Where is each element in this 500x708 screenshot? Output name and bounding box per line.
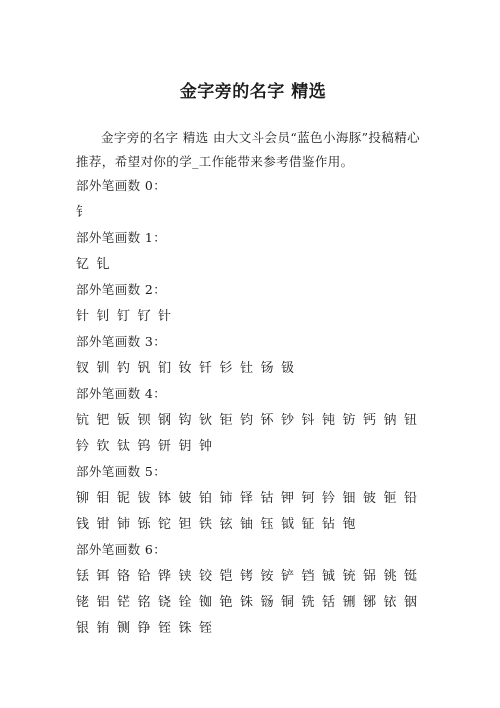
character-item: 钡 xyxy=(137,413,151,428)
character-item: 钐 xyxy=(219,361,233,376)
character-item: 铀 xyxy=(240,517,254,532)
character-item: 铘 xyxy=(363,595,377,610)
character-item: 钙 xyxy=(363,413,377,428)
character-item: 铕 xyxy=(96,621,110,636)
character-item: 钎 xyxy=(199,361,213,376)
character-item: 钺 xyxy=(281,517,295,532)
character-item: 钴 xyxy=(260,491,274,506)
character-item: 铤 xyxy=(404,569,418,584)
character-item: 铏 xyxy=(342,595,356,610)
character-item: 钍 xyxy=(240,361,254,376)
character-item: 铌 xyxy=(117,491,131,506)
character-item: 铵 xyxy=(260,569,274,584)
character-item: 铞 xyxy=(363,569,377,584)
character-item: 钲 xyxy=(301,517,315,532)
character-item: 钞 xyxy=(281,413,295,428)
intro-paragraph: 金字旁的名字 精选 由大文斗会员“蓝色小海豚”投稿精心推荐，希望对你的学_工作能带来参考借鉴作用。 xyxy=(76,130,421,169)
character-item: 铰 xyxy=(199,569,213,584)
character-item: 钾 xyxy=(281,491,295,506)
character-item: 钗 xyxy=(76,361,90,376)
character-item: 钔 xyxy=(158,361,172,376)
character-item: 铐 xyxy=(240,569,254,584)
character-item: 铆 xyxy=(76,491,90,506)
character-list xyxy=(76,486,430,538)
character-item: 钤 xyxy=(76,439,90,454)
section-label: 部外笔画数 4： xyxy=(76,386,167,401)
character-item: 铷 xyxy=(199,595,213,610)
character-item: 钒 xyxy=(137,361,151,376)
character-item: 铱 xyxy=(383,595,397,610)
section-label: 部外笔画数 5： xyxy=(76,464,167,479)
character-item: 钧 xyxy=(240,413,254,428)
character-item: 钻 xyxy=(322,517,336,532)
character-item: 铈 xyxy=(219,491,233,506)
character-item: 钅 xyxy=(76,205,90,220)
character-item: 铭 xyxy=(137,595,151,610)
character-item: 钹 xyxy=(137,491,151,506)
character-item: 钩 xyxy=(178,413,192,428)
character-item: 铧 xyxy=(158,569,172,584)
character-item: 钢 xyxy=(158,413,172,428)
section-label: 部外笔画数 2： xyxy=(76,282,167,297)
character-item: 银 xyxy=(76,621,90,636)
character-item: 钰 xyxy=(260,517,274,532)
character-item: 铫 xyxy=(383,569,397,584)
character-item: 钉 xyxy=(117,309,131,324)
character-item: 钶 xyxy=(301,491,315,506)
character-item: 钑 xyxy=(281,361,295,376)
character-item: 钯 xyxy=(96,413,110,428)
character-item: 钭 xyxy=(301,413,315,428)
section-label: 部外笔画数 3： xyxy=(76,334,167,349)
character-item: 铊 xyxy=(158,517,172,532)
character-item: 针 xyxy=(76,309,90,324)
character-list xyxy=(76,304,430,330)
character-item: 铬 xyxy=(117,569,131,584)
character-list xyxy=(76,356,430,382)
character-item: 铨 xyxy=(178,595,192,610)
character-item: 铗 xyxy=(178,569,192,584)
character-list xyxy=(76,564,430,642)
character-item: 铥 xyxy=(76,569,90,584)
character-item: 钬 xyxy=(199,413,213,428)
section-label: 部外笔画数 0： xyxy=(76,178,167,193)
character-item: 钜 xyxy=(219,413,233,428)
character-item: 铦 xyxy=(322,595,336,610)
character-item: 钇 xyxy=(76,257,90,272)
character-item: 铲 xyxy=(281,569,295,584)
character-item: 铢 xyxy=(240,595,254,610)
character-item: 钵 xyxy=(158,491,172,506)
character-list xyxy=(76,200,430,226)
character-item: 铄 xyxy=(137,517,151,532)
stroke-sections xyxy=(76,174,430,642)
character-item: 钣 xyxy=(117,413,131,428)
character-item: 钆 xyxy=(96,257,110,272)
character-item: 钮 xyxy=(404,413,418,428)
character-item: 铍 xyxy=(178,491,192,506)
character-item: 钿 xyxy=(342,491,356,506)
character-item: 钓 xyxy=(117,361,131,376)
character-item: 钊 xyxy=(96,309,110,324)
character-item: 铙 xyxy=(158,595,172,610)
character-item: 钦 xyxy=(96,439,110,454)
character-list xyxy=(76,408,430,460)
character-item: 铚 xyxy=(199,621,213,636)
character-item: 铛 xyxy=(301,569,315,584)
character-item: 铓 xyxy=(117,595,131,610)
character-item: 铎 xyxy=(240,491,254,506)
character-item: 铖 xyxy=(322,569,336,584)
character-item: 钫 xyxy=(342,413,356,428)
character-item: 铇 xyxy=(342,517,356,532)
character-item: 钘 xyxy=(158,439,172,454)
character-item: 钨 xyxy=(137,439,151,454)
character-item: 铡 xyxy=(117,621,131,636)
character-item: 铠 xyxy=(219,569,233,584)
character-item: 铴 xyxy=(260,595,274,610)
character-item: 铚 xyxy=(158,621,172,636)
character-item: 针 xyxy=(158,309,172,324)
character-item: 铂 xyxy=(199,491,213,506)
character-item: 铟 xyxy=(404,595,418,610)
character-item: 钛 xyxy=(117,439,131,454)
character-item: 钏 xyxy=(96,361,110,376)
document-title: 金字旁的名字 精选 xyxy=(179,82,327,102)
character-list xyxy=(76,252,430,278)
character-item: 钌 xyxy=(137,309,151,324)
character-item: 钕 xyxy=(178,361,192,376)
character-item: 铳 xyxy=(342,569,356,584)
character-item: 钥 xyxy=(178,439,192,454)
character-item: 铒 xyxy=(96,569,110,584)
character-item: 钖 xyxy=(260,361,274,376)
character-item: 钝 xyxy=(322,413,336,428)
character-item: 钚 xyxy=(260,413,274,428)
character-item: 铈 xyxy=(117,517,131,532)
character-item: 钷 xyxy=(383,491,397,506)
character-item: 钪 xyxy=(76,413,90,428)
character-item: 钤 xyxy=(322,491,336,506)
character-item: 铉 xyxy=(219,517,233,532)
character-item: 铑 xyxy=(76,595,90,610)
character-item: 铝 xyxy=(96,595,110,610)
character-item: 钼 xyxy=(96,491,110,506)
character-item: 铁 xyxy=(199,517,213,532)
character-item: 铢 xyxy=(178,621,192,636)
character-item: 铯 xyxy=(219,595,233,610)
section-label: 部外笔画数 1： xyxy=(76,230,167,245)
character-item: 铪 xyxy=(137,569,151,584)
character-item: 铍 xyxy=(363,491,377,506)
character-item: 钟 xyxy=(199,439,213,454)
character-item: 铜 xyxy=(281,595,295,610)
character-item: 钽 xyxy=(178,517,192,532)
character-item: 铣 xyxy=(301,595,315,610)
character-item: 铮 xyxy=(137,621,151,636)
character-item: 铅 xyxy=(404,491,418,506)
section-label: 部外笔画数 6： xyxy=(76,542,167,557)
character-item: 钳 xyxy=(96,517,110,532)
character-item: 钱 xyxy=(76,517,90,532)
character-item: 钠 xyxy=(383,413,397,428)
